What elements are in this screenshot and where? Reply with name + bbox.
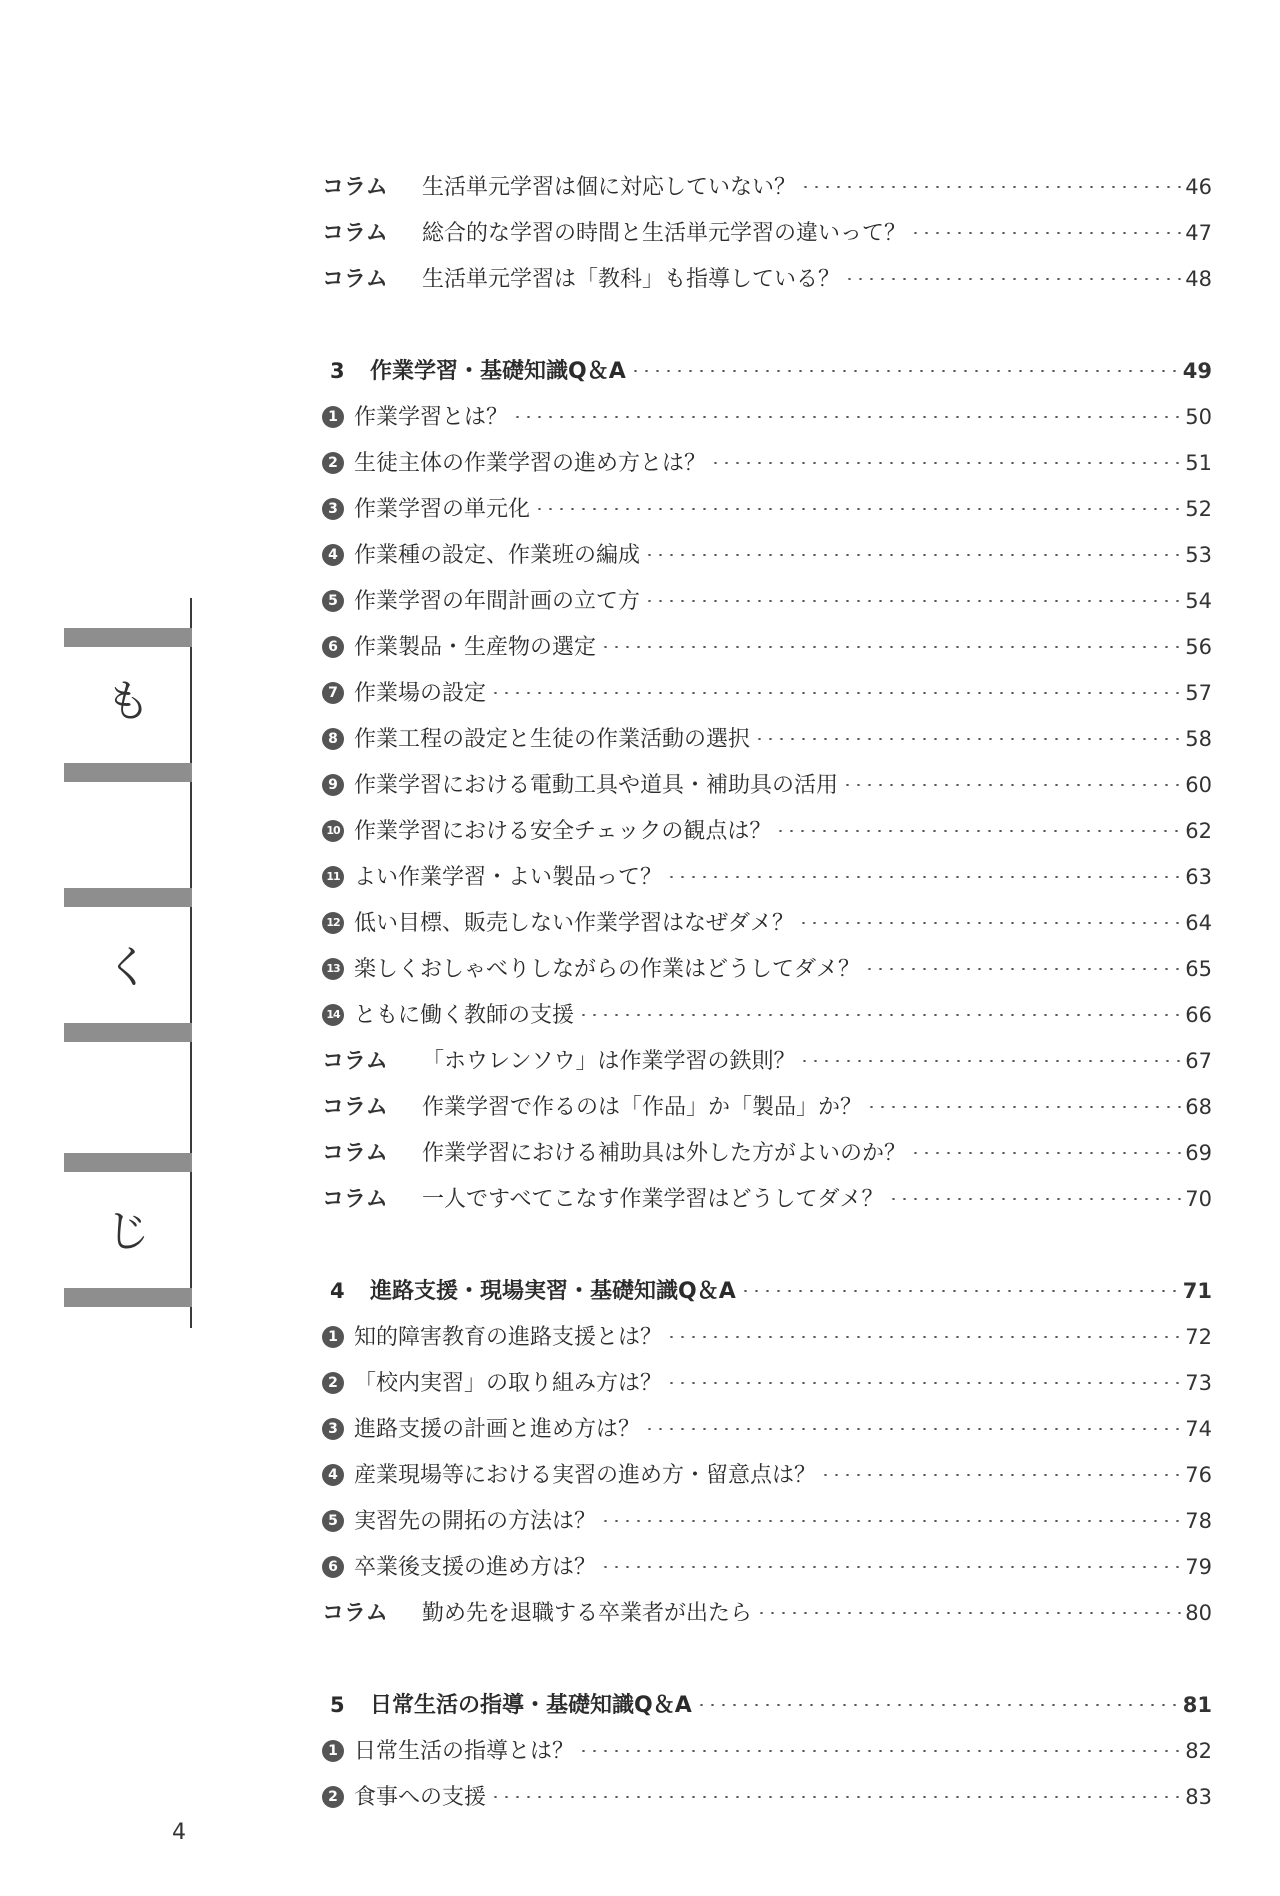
- entry-title: 作業場の設定: [354, 681, 487, 706]
- toc-entry[interactable]: [322, 1314, 1212, 1360]
- page-ref: 70: [1185, 1187, 1212, 1211]
- leader-dots: [740, 1290, 1179, 1292]
- entry-title: 生徒主体の作業学習の進め方とは？: [354, 451, 707, 476]
- toc-entry[interactable]: [322, 1452, 1212, 1498]
- entry-title: 知的障害教育の進路支援とは？: [354, 1325, 663, 1350]
- toc-entry[interactable]: [322, 992, 1212, 1038]
- column-label: コラム: [322, 1141, 388, 1166]
- toc-entry[interactable]: [322, 1590, 1212, 1636]
- page-ref: 52: [1185, 497, 1212, 521]
- side-index-bar: [64, 1153, 192, 1172]
- page-ref: 76: [1185, 1463, 1212, 1487]
- entry-title: 作業学習における安全チェックの観点は？: [354, 819, 772, 844]
- leader-dots: [775, 830, 1181, 832]
- leader-dots: [630, 370, 1179, 372]
- entry-title: 進路支援の計画と進め方は？: [354, 1417, 641, 1442]
- leader-dots: [600, 1566, 1181, 1568]
- page-ref: 72: [1185, 1325, 1212, 1349]
- column-label: コラム: [322, 175, 388, 200]
- page-ref: 58: [1185, 727, 1212, 751]
- leader-dots: [754, 738, 1181, 740]
- entry-title: 生活単元学習は「教科」も指導している？: [422, 267, 841, 292]
- toc-entry[interactable]: [322, 164, 1212, 210]
- toc-entry[interactable]: [322, 624, 1212, 670]
- item-number-badge: 13: [322, 958, 344, 980]
- toc-entry[interactable]: [322, 1728, 1212, 1774]
- item-number-badge: 3: [322, 1418, 344, 1440]
- column-label: コラム: [322, 1187, 388, 1212]
- item-number-badge: 2: [322, 1372, 344, 1394]
- entry-title: 作業工程の設定と生徒の作業活動の選択: [354, 727, 751, 752]
- toc-entry[interactable]: [322, 900, 1212, 946]
- chapter-number: 5: [330, 1693, 345, 1717]
- chapter-title: 進路支援・現場実習・基礎知識Q＆A: [370, 1279, 736, 1304]
- leader-dots: [666, 1336, 1181, 1338]
- page-ref: 79: [1185, 1555, 1212, 1579]
- leader-dots: [578, 1750, 1181, 1752]
- item-number-badge: 9: [322, 774, 344, 796]
- toc-section: [322, 1682, 1212, 1820]
- entry-title: 「校内実習」の取り組み方は？: [354, 1371, 663, 1396]
- item-number-badge: 6: [322, 1556, 344, 1578]
- column-label: コラム: [322, 267, 388, 292]
- page-ref: 74: [1185, 1417, 1212, 1441]
- toc-entry[interactable]: [322, 1130, 1212, 1176]
- toc-entry[interactable]: [322, 394, 1212, 440]
- page-ref: 63: [1185, 865, 1212, 889]
- item-number-badge: 4: [322, 1464, 344, 1486]
- side-index-bar: [64, 888, 192, 907]
- page-ref: 60: [1185, 773, 1212, 797]
- leader-dots: [644, 1428, 1181, 1430]
- leader-dots: [644, 600, 1181, 602]
- side-index-char-ku: く: [106, 942, 150, 993]
- toc-entry[interactable]: [322, 854, 1212, 900]
- chapter-title: 作業学習・基礎知識Q＆A: [370, 359, 626, 384]
- item-number-badge: 10: [322, 820, 344, 842]
- page-ref: 80: [1185, 1601, 1212, 1625]
- page-ref: 71: [1182, 1279, 1212, 1303]
- side-index-bar: [64, 763, 192, 782]
- entry-title: よい作業学習・よい製品って？: [354, 865, 663, 890]
- entry-title: 低い目標、販売しない作業学習はなぜダメ？: [354, 911, 795, 936]
- entry-title: 実習先の開拓の方法は？: [354, 1509, 597, 1534]
- page-ref: 82: [1185, 1739, 1212, 1763]
- toc-entry[interactable]: [322, 716, 1212, 762]
- leader-dots: [844, 278, 1181, 280]
- chapter-heading[interactable]: [322, 1682, 1212, 1728]
- page-ref: 66: [1185, 1003, 1212, 1027]
- leader-dots: [800, 186, 1181, 188]
- leader-dots: [820, 1474, 1181, 1476]
- page-ref: 53: [1185, 543, 1212, 567]
- page-ref: 67: [1185, 1049, 1212, 1073]
- leader-dots: [534, 508, 1181, 510]
- leader-dots: [600, 1520, 1181, 1522]
- item-number-badge: 3: [322, 498, 344, 520]
- toc-entry[interactable]: [322, 578, 1212, 624]
- leader-dots: [578, 1014, 1181, 1016]
- toc-entry[interactable]: [322, 1038, 1212, 1084]
- entry-title: 食事への支援: [354, 1785, 487, 1810]
- entry-title: 総合的な学習の時間と生活単元学習の違いって？: [422, 221, 907, 246]
- entry-title: 生活単元学習は個に対応していない？: [422, 175, 797, 200]
- column-label: コラム: [322, 1095, 388, 1120]
- item-number-badge: 11: [322, 866, 344, 888]
- toc-entry[interactable]: [322, 1544, 1212, 1590]
- side-index-bar: [64, 628, 192, 647]
- page-ref: 83: [1185, 1785, 1212, 1809]
- entry-title: 作業種の設定、作業班の編成: [354, 543, 641, 568]
- leader-dots: [600, 646, 1181, 648]
- entry-title: 作業製品・生産物の選定: [354, 635, 597, 660]
- toc-entry[interactable]: [322, 1498, 1212, 1544]
- table-of-contents: [322, 164, 1212, 1820]
- side-index-char-mo: も: [106, 676, 150, 727]
- item-number-badge: 8: [322, 728, 344, 750]
- item-number-badge: 1: [322, 1326, 344, 1348]
- leader-dots: [798, 922, 1181, 924]
- leader-dots: [799, 1060, 1181, 1062]
- toc-entry[interactable]: [322, 670, 1212, 716]
- entry-title: 一人ですべてこなす作業学習はどうしてダメ？: [422, 1187, 884, 1212]
- leader-dots: [666, 876, 1181, 878]
- page-ref: 46: [1185, 175, 1212, 199]
- toc-entry[interactable]: [322, 256, 1212, 302]
- toc-entry[interactable]: [322, 946, 1212, 992]
- leader-dots: [910, 232, 1181, 234]
- leader-dots: [710, 462, 1181, 464]
- item-number-badge: 2: [322, 1786, 344, 1808]
- entry-title: 日常生活の指導とは？: [354, 1739, 575, 1764]
- page-ref: 68: [1185, 1095, 1212, 1119]
- leader-dots: [864, 968, 1181, 970]
- toc-section: [322, 1268, 1212, 1636]
- leader-dots: [490, 692, 1181, 694]
- toc-entry[interactable]: [322, 1084, 1212, 1130]
- page-ref: 49: [1182, 359, 1212, 383]
- page-ref: 47: [1185, 221, 1212, 245]
- chapter-number: 4: [330, 1279, 345, 1303]
- item-number-badge: 5: [322, 1510, 344, 1532]
- entry-title: ともに働く教師の支援: [354, 1003, 575, 1028]
- toc-section: [322, 348, 1212, 1222]
- page-ref: 57: [1185, 681, 1212, 705]
- leader-dots: [666, 1382, 1181, 1384]
- entry-title: 卒業後支援の進め方は？: [354, 1555, 597, 1580]
- page-ref: 62: [1185, 819, 1212, 843]
- entry-title: 作業学習の単元化: [354, 497, 531, 522]
- item-number-badge: 7: [322, 682, 344, 704]
- page-ref: 51: [1185, 451, 1212, 475]
- page-ref: 64: [1185, 911, 1212, 935]
- page-ref: 54: [1185, 589, 1212, 613]
- page-ref: 48: [1185, 267, 1212, 291]
- item-number-badge: 4: [322, 544, 344, 566]
- column-label: コラム: [322, 1049, 388, 1074]
- page-ref: 56: [1185, 635, 1212, 659]
- item-number-badge: 14: [322, 1004, 344, 1026]
- page-ref: 65: [1185, 957, 1212, 981]
- toc-entry[interactable]: [322, 1774, 1212, 1820]
- item-number-badge: 1: [322, 1740, 344, 1762]
- entry-title: 作業学習で作るのは「作品」か「製品」か？: [422, 1095, 863, 1120]
- item-number-badge: 12: [322, 912, 344, 934]
- column-label: コラム: [322, 1601, 388, 1626]
- toc-entry[interactable]: [322, 532, 1212, 578]
- toc-entry[interactable]: [322, 808, 1212, 854]
- side-index-char-ji: じ: [106, 1206, 150, 1257]
- entry-title: 作業学習における補助具は外した方がよいのか？: [422, 1141, 907, 1166]
- entry-title: 作業学習の年間計画の立て方: [354, 589, 641, 614]
- leader-dots: [866, 1106, 1181, 1108]
- entry-title: 作業学習における電動工具や道具・補助具の活用: [354, 773, 839, 798]
- side-index-bar: [64, 1288, 192, 1307]
- chapter-number: 3: [330, 359, 345, 383]
- chapter-heading[interactable]: [322, 1268, 1212, 1314]
- entry-title: 楽しくおしゃべりしながらの作業はどうしてダメ？: [354, 957, 861, 982]
- side-index: [64, 598, 196, 1328]
- chapter-title: 日常生活の指導・基礎知識Q＆A: [370, 1693, 692, 1718]
- side-index-bar: [64, 1023, 192, 1042]
- leader-dots: [888, 1198, 1182, 1200]
- chapter-heading[interactable]: [322, 348, 1212, 394]
- page-ref: 50: [1185, 405, 1212, 429]
- page-ref: 81: [1182, 1693, 1212, 1717]
- entry-title: 産業現場等における実習の進め方・留意点は？: [354, 1463, 817, 1488]
- item-number-badge: 5: [322, 590, 344, 612]
- toc-entry[interactable]: [322, 210, 1212, 256]
- page-ref: 69: [1185, 1141, 1212, 1165]
- toc-entry[interactable]: [322, 486, 1212, 532]
- page-ref: 78: [1185, 1509, 1212, 1533]
- leader-dots: [490, 1796, 1181, 1798]
- item-number-badge: 2: [322, 452, 344, 474]
- item-number-badge: 6: [322, 636, 344, 658]
- leader-dots: [842, 784, 1181, 786]
- leader-dots: [696, 1704, 1179, 1706]
- entry-title: 「ホウレンソウ」は作業学習の鉄則？: [422, 1049, 796, 1074]
- leader-dots: [756, 1612, 1181, 1614]
- page-ref: 73: [1185, 1371, 1212, 1395]
- toc-entry[interactable]: [322, 1406, 1212, 1452]
- item-number-badge: 1: [322, 406, 344, 428]
- page-number: 4: [172, 1820, 186, 1845]
- toc-entry[interactable]: [322, 762, 1212, 808]
- leader-dots: [910, 1152, 1181, 1154]
- leader-dots: [644, 554, 1181, 556]
- toc-section: [322, 164, 1212, 302]
- entry-title: 作業学習とは？: [354, 405, 509, 430]
- column-label: コラム: [322, 221, 388, 246]
- entry-title: 勤め先を退職する卒業者が出たら: [422, 1601, 753, 1626]
- toc-entry[interactable]: [322, 1176, 1212, 1222]
- toc-entry[interactable]: [322, 440, 1212, 486]
- toc-entry[interactable]: [322, 1360, 1212, 1406]
- leader-dots: [512, 416, 1181, 418]
